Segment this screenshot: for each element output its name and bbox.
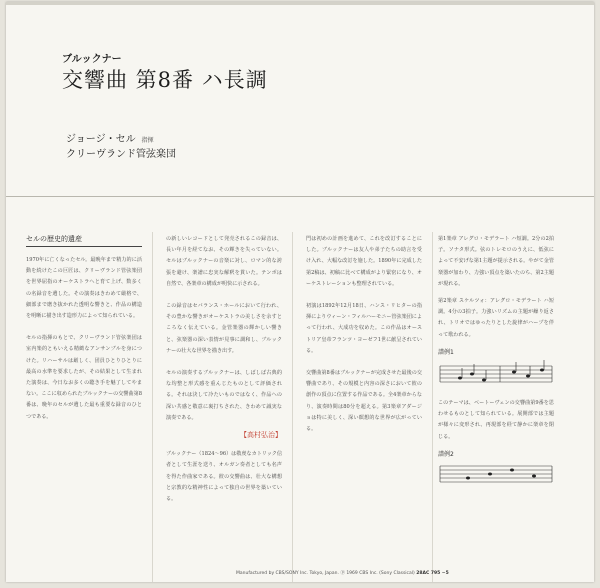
column-separator <box>432 232 433 582</box>
conductor-role: 指揮 <box>141 137 154 144</box>
text-column-4 <box>438 234 554 494</box>
music-example-label: 譜例1 <box>438 348 454 356</box>
music-example-1 <box>438 347 554 394</box>
paragraph: ブルックナー（1824〜96）は敬虔なカトリック信者として生涯を送り、オルガン奏者としても名声を得た作曲家である。彼の交響曲は、壮大な構想と宗教的な精神性によって独自の世界を築いている。 <box>166 451 282 503</box>
paragraph: セルの演奏するブルックナーは、しばしば古典的な均整と形式感を重んじたものとして評価される。それは決して冷たいものではなく、作品への深い共感と敬意に裏打ちされた、きわめて誠実な演奏である。 <box>166 370 282 421</box>
paragraph: 交響曲第8番はブルックナーが完成させた最後の交響曲であり、その規模と内容の深さにおいて彼の創作の頂点に位置する作品である。全4楽章からなり、演奏時間は80分を超える。第3楽章アダージョは特に美しく、深い瞑想的な世界が広がっている。 <box>306 370 422 433</box>
text-column-2 <box>166 234 282 505</box>
text-column-3 <box>306 234 422 435</box>
paragraph: 門は初めの計画を進めて、これを改訂することにした。ブルックナーは友人や弟子たちの助言を受け入れ、大幅な改訂を施した。1890年に完成した第2稿は、初稿に比べて構成がより緊密になり、オーケストレーションも整理されている。 <box>306 236 422 287</box>
author-signature: 【高村弘治】 <box>240 431 282 440</box>
page-edge <box>6 2 594 5</box>
paragraph: 1970年に亡くなったセル。最晩年まで精力的に活動を続けたこの巨匠は、クリーヴランド管弦楽団を世界屈指のオーケストラへと育て上げ、数多くの名録音を遺した。その演奏はきわめて厳格で、細部まで磨き抜かれた透明な響きと、作品の構造を明晰に描き出す造形力によって知られている。 <box>26 257 142 320</box>
music-example-2 <box>438 449 554 490</box>
composer-label: ブルックナー <box>62 54 122 65</box>
section-divider <box>6 196 594 197</box>
conductor-name: ジョージ・セル <box>66 134 136 145</box>
column-separator <box>292 232 293 582</box>
paragraph: セルの指揮のもとで、クリーヴランド管弦楽団は室内楽的ともいえる精緻なアンサンブルを身につけた。リハーサルは厳しく、団員ひとりひとりに最高の水準を要求したが、その結果として生まれた演奏は、今日なお多くの聴き手を魅了してやまない。ここに収められたブルックナーの交響曲第8番は、晩年のセルが遺した最も重要な録音のひとつである。 <box>26 335 142 420</box>
music-staff-figure <box>438 460 554 490</box>
page-title: 交響曲 第8番 ハ長調 <box>62 68 268 92</box>
copyright-footer <box>236 570 449 576</box>
orchestra-name: クリーヴランド管弦楽団 <box>66 149 176 160</box>
paragraph: 初演は1892年12月18日、ハンス・リヒターの指揮によりウィーン・フィルハーモニー管弦楽団によって行われ、大成功を収めた。この作品はオーストリア皇帝フランツ・ヨーゼフ1世に献呈されている。 <box>306 303 422 354</box>
paragraph: 第1楽章 アレグロ・モデラート ハ短調。2分の2拍子。ソナタ形式。弦のトレモロのうえに、低弦によって不安げな第1主題が提示される。やがて金管楽器が加わり、力強い頂点を築いたのち、第2主題が現れる。 <box>438 236 554 287</box>
paragraph: 第2楽章 スケルツォ：アレグロ・モデラート ハ短調。4分の3拍子。力強いリズムの主題が繰り返され、トリオではゆったりとした旋律がハープを伴って歌われる。 <box>438 298 554 338</box>
conductor-credit <box>66 130 154 145</box>
music-staff-figure <box>438 358 554 394</box>
catalog-number: 28AC 795 ∼5 <box>416 571 449 576</box>
section-heading: セルの歴史的遺産 <box>26 234 142 247</box>
paragraph: このテーマは、ベートーヴェンの交響曲第9番を思わせるものとして知られている。展開部では主題が様々に変形され、再現部を経て静かに楽章を閉じる。 <box>438 400 554 440</box>
music-example-label: 譜例2 <box>438 450 454 458</box>
text-column-1 <box>26 234 142 423</box>
column-separator <box>152 232 153 582</box>
liner-notes-page <box>6 2 594 582</box>
orchestra-credit <box>66 145 176 160</box>
footer-text: Manufactured by CBS/SONY Inc. Tokyo, Japan. ⓟ 1969 CBS Inc. (Sony Classical) <box>236 571 415 576</box>
paragraph: この録音はセバランス・ホールにおいて行われ、その豊かな響きがオーケストラの美しさを余すところなく伝えている。金管楽器の輝かしい響きと、弦楽器の深い表情が見事に調和し、ブルックナーの壮大な世界を描き出す。 <box>166 303 282 354</box>
paragraph: の新しいレコードとして発売されるこの録音は、長い年月を経てなお、その輝きを失っていない。セルはブルックナーの音楽に対し、ロマン的な誇張を避け、楽譜に忠実な解釈を貫いた。テンポは自然で、各楽章の構成が明快に示される。 <box>166 236 282 287</box>
